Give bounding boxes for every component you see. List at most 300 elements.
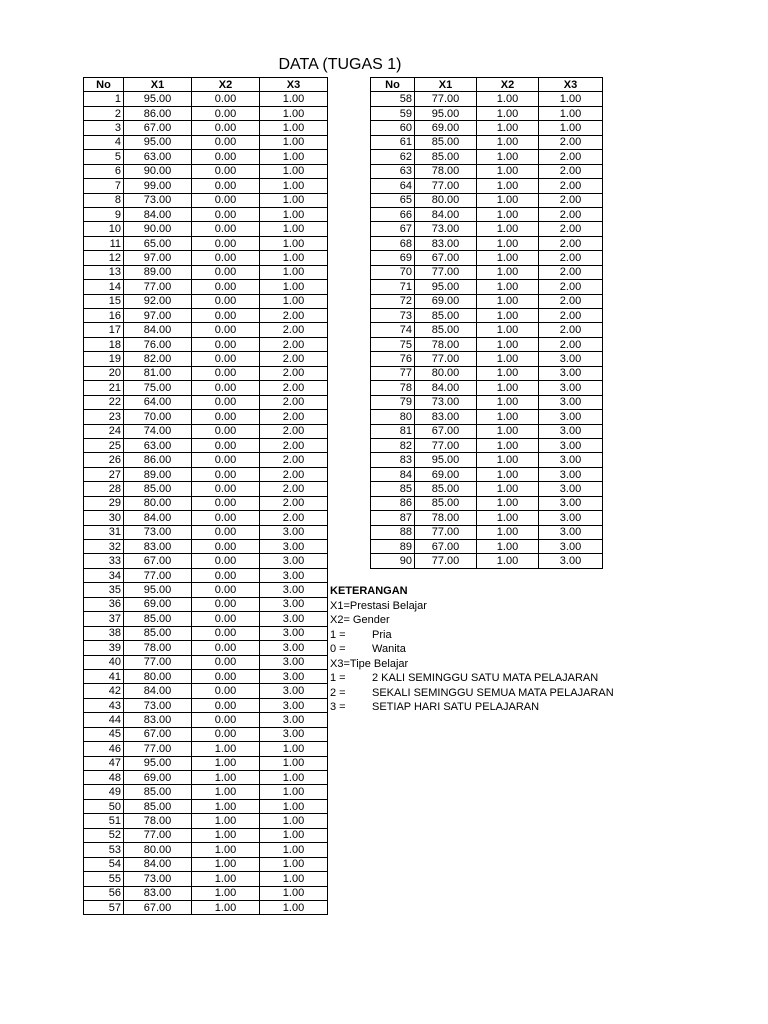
table-row [371, 106, 603, 120]
cell-x2: 1.00 [477, 164, 539, 178]
cell-x1: 97.00 [124, 251, 192, 265]
cell-no: 60 [371, 121, 415, 135]
cell-x2: 1.00 [477, 482, 539, 496]
cell-no: 5 [84, 150, 124, 164]
cell-x2: 0.00 [192, 251, 260, 265]
cell-x3: 1.00 [260, 265, 328, 279]
table-row [371, 525, 603, 539]
cell-x1: 69.00 [415, 121, 477, 135]
cell-x3: 1.00 [260, 785, 328, 799]
table-row [371, 540, 603, 554]
cell-x1: 76.00 [124, 337, 192, 351]
cell-no: 62 [371, 150, 415, 164]
cell-x2: 1.00 [477, 121, 539, 135]
cell-x1: 69.00 [124, 597, 192, 611]
cell-x3: 1.00 [260, 900, 328, 914]
cell-x2: 1.00 [192, 857, 260, 871]
cell-x3: 2.00 [539, 164, 603, 178]
table-row [371, 496, 603, 510]
cell-no: 44 [84, 713, 124, 727]
cell-no: 19 [84, 352, 124, 366]
cell-no: 13 [84, 265, 124, 279]
cell-x2: 1.00 [477, 395, 539, 409]
table-row [84, 799, 328, 813]
cell-x3: 2.00 [539, 337, 603, 351]
table-row [84, 337, 328, 351]
table-row [371, 179, 603, 193]
table-row [371, 207, 603, 221]
cell-x2: 0.00 [192, 352, 260, 366]
notes-gender-value: Pria [372, 628, 392, 641]
cell-x2: 0.00 [192, 583, 260, 597]
cell-x2: 0.00 [192, 323, 260, 337]
cell-x2: 0.00 [192, 381, 260, 395]
cell-x1: 95.00 [124, 756, 192, 770]
table-row [84, 713, 328, 727]
cell-no: 15 [84, 294, 124, 308]
cell-x2: 0.00 [192, 438, 260, 452]
cell-x3: 1.00 [260, 828, 328, 842]
cell-x3: 3.00 [260, 568, 328, 582]
cell-x1: 84.00 [124, 207, 192, 221]
cell-no: 37 [84, 612, 124, 626]
cell-x2: 1.00 [477, 265, 539, 279]
cell-x1: 81.00 [124, 366, 192, 380]
cell-no: 83 [371, 453, 415, 467]
cell-x1: 99.00 [124, 179, 192, 193]
cell-x2: 1.00 [192, 900, 260, 914]
cell-x3: 3.00 [260, 641, 328, 655]
table-row [84, 207, 328, 221]
cell-x2: 0.00 [192, 626, 260, 640]
table-row [371, 410, 603, 424]
cell-x2: 1.00 [477, 540, 539, 554]
notes-tipe-item [330, 700, 614, 715]
cell-x1: 77.00 [415, 525, 477, 539]
cell-no: 90 [371, 554, 415, 568]
cell-no: 45 [84, 727, 124, 741]
cell-x1: 67.00 [415, 251, 477, 265]
cell-x2: 0.00 [192, 309, 260, 323]
table-row [84, 597, 328, 611]
column-header-x3: X3 [539, 78, 603, 92]
cell-no: 22 [84, 395, 124, 409]
cell-no: 17 [84, 323, 124, 337]
cell-x1: 80.00 [124, 496, 192, 510]
cell-x3: 3.00 [539, 554, 603, 568]
cell-no: 6 [84, 164, 124, 178]
cell-x3: 2.00 [260, 496, 328, 510]
cell-no: 7 [84, 179, 124, 193]
table-row [371, 150, 603, 164]
cell-x1: 85.00 [415, 323, 477, 337]
cell-x3: 2.00 [539, 294, 603, 308]
cell-no: 25 [84, 438, 124, 452]
cell-x1: 77.00 [124, 568, 192, 582]
cell-x3: 3.00 [260, 727, 328, 741]
cell-x1: 85.00 [124, 612, 192, 626]
cell-x1: 77.00 [124, 655, 192, 669]
cell-x3: 2.00 [260, 395, 328, 409]
notes-heading: KETERANGAN [330, 585, 408, 597]
cell-x3: 3.00 [260, 698, 328, 712]
table-row [84, 900, 328, 914]
column-header-x1: X1 [415, 78, 477, 92]
notes-x1-definition: X1=Prestasi Belajar [330, 599, 427, 612]
cell-no: 81 [371, 424, 415, 438]
table-row [84, 265, 328, 279]
cell-x2: 1.00 [192, 828, 260, 842]
cell-x3: 2.00 [539, 309, 603, 323]
cell-x1: 83.00 [124, 540, 192, 554]
cell-no: 49 [84, 785, 124, 799]
cell-x1: 73.00 [124, 698, 192, 712]
table-row [84, 511, 328, 525]
cell-x2: 1.00 [477, 366, 539, 380]
cell-x3: 3.00 [539, 410, 603, 424]
cell-no: 11 [84, 236, 124, 250]
cell-no: 2 [84, 106, 124, 120]
table-row [84, 381, 328, 395]
cell-no: 50 [84, 799, 124, 813]
table-row [84, 641, 328, 655]
cell-x2: 1.00 [477, 207, 539, 221]
cell-no: 30 [84, 511, 124, 525]
column-header-x3: X3 [260, 78, 328, 92]
cell-no: 12 [84, 251, 124, 265]
cell-x3: 1.00 [260, 251, 328, 265]
cell-x3: 1.00 [260, 193, 328, 207]
cell-no: 35 [84, 583, 124, 597]
cell-x3: 3.00 [539, 381, 603, 395]
cell-x3: 3.00 [260, 583, 328, 597]
notes-gender-item [330, 642, 614, 657]
cell-no: 38 [84, 626, 124, 640]
notes-tipe-key: 2 = [330, 686, 346, 699]
cell-x2: 0.00 [192, 612, 260, 626]
cell-x1: 67.00 [415, 540, 477, 554]
cell-x3: 2.00 [539, 150, 603, 164]
table-row [84, 467, 328, 481]
cell-x2: 0.00 [192, 280, 260, 294]
cell-x2: 0.00 [192, 525, 260, 539]
notes-gender-item [330, 628, 614, 643]
column-header-no: No [84, 78, 124, 92]
cell-x2: 1.00 [477, 467, 539, 481]
table-row [84, 771, 328, 785]
cell-x3: 1.00 [539, 92, 603, 106]
table-row [84, 164, 328, 178]
cell-x3: 3.00 [260, 554, 328, 568]
cell-x1: 80.00 [124, 843, 192, 857]
cell-x3: 3.00 [539, 424, 603, 438]
cell-no: 40 [84, 655, 124, 669]
cell-no: 3 [84, 121, 124, 135]
cell-x3: 2.00 [539, 323, 603, 337]
cell-no: 73 [371, 309, 415, 323]
cell-x1: 82.00 [124, 352, 192, 366]
cell-x1: 77.00 [415, 554, 477, 568]
cell-x1: 64.00 [124, 395, 192, 409]
cell-no: 85 [371, 482, 415, 496]
cell-no: 1 [84, 92, 124, 106]
cell-x3: 2.00 [260, 323, 328, 337]
cell-no: 64 [371, 179, 415, 193]
table-row [371, 309, 603, 323]
cell-x1: 85.00 [415, 309, 477, 323]
cell-x1: 75.00 [124, 381, 192, 395]
cell-x1: 80.00 [415, 366, 477, 380]
table-row [84, 135, 328, 149]
cell-x1: 86.00 [124, 106, 192, 120]
cell-x1: 85.00 [415, 482, 477, 496]
cell-x3: 2.00 [539, 179, 603, 193]
table-row [371, 265, 603, 279]
cell-x2: 1.00 [477, 135, 539, 149]
cell-x2: 0.00 [192, 150, 260, 164]
table-row [84, 886, 328, 900]
cell-x3: 1.00 [260, 92, 328, 106]
cell-x3: 3.00 [260, 669, 328, 683]
cell-x2: 1.00 [477, 424, 539, 438]
table-row [84, 554, 328, 568]
cell-x1: 77.00 [124, 280, 192, 294]
cell-x2: 0.00 [192, 669, 260, 683]
cell-x1: 73.00 [415, 395, 477, 409]
cell-no: 69 [371, 251, 415, 265]
cell-no: 63 [371, 164, 415, 178]
cell-x2: 1.00 [192, 872, 260, 886]
cell-x2: 1.00 [192, 742, 260, 756]
cell-x2: 1.00 [477, 179, 539, 193]
cell-x2: 1.00 [477, 453, 539, 467]
cell-x3: 2.00 [260, 366, 328, 380]
cell-x1: 95.00 [415, 453, 477, 467]
cell-x3: 1.00 [260, 294, 328, 308]
cell-no: 56 [84, 886, 124, 900]
cell-no: 65 [371, 193, 415, 207]
table-row [371, 280, 603, 294]
notes-tipe-key: 3 = [330, 701, 346, 713]
cell-no: 46 [84, 742, 124, 756]
cell-x2: 0.00 [192, 106, 260, 120]
data-table-left [83, 77, 328, 915]
cell-no: 32 [84, 540, 124, 554]
cell-no: 80 [371, 410, 415, 424]
cell-x2: 1.00 [192, 785, 260, 799]
cell-x2: 1.00 [477, 193, 539, 207]
cell-x3: 1.00 [260, 164, 328, 178]
cell-x2: 0.00 [192, 467, 260, 481]
cell-x3: 3.00 [539, 395, 603, 409]
notes-gender-key: 1 = [330, 628, 346, 641]
cell-x1: 85.00 [415, 135, 477, 149]
table-header-row [371, 78, 603, 92]
cell-x2: 1.00 [477, 337, 539, 351]
cell-x3: 2.00 [260, 381, 328, 395]
table-row [84, 410, 328, 424]
notes-tipe-item [330, 686, 614, 701]
table-row [371, 337, 603, 351]
cell-x1: 86.00 [124, 453, 192, 467]
table-row [84, 395, 328, 409]
table-row [84, 684, 328, 698]
table-row [371, 251, 603, 265]
cell-x1: 85.00 [415, 496, 477, 510]
table-row [371, 92, 603, 106]
table-row [84, 828, 328, 842]
cell-x2: 1.00 [477, 280, 539, 294]
cell-x1: 77.00 [415, 352, 477, 366]
cell-x2: 1.00 [477, 150, 539, 164]
cell-x1: 77.00 [415, 438, 477, 452]
cell-x2: 1.00 [192, 886, 260, 900]
cell-x1: 85.00 [124, 799, 192, 813]
cell-x1: 77.00 [124, 742, 192, 756]
cell-x2: 1.00 [477, 352, 539, 366]
cell-x3: 1.00 [260, 857, 328, 871]
table-row [84, 655, 328, 669]
column-header-x1: X1 [124, 78, 192, 92]
cell-no: 39 [84, 641, 124, 655]
table-body-right [371, 92, 603, 568]
cell-x3: 2.00 [539, 280, 603, 294]
cell-x2: 1.00 [477, 222, 539, 236]
cell-x3: 1.00 [260, 771, 328, 785]
cell-no: 55 [84, 872, 124, 886]
notes-gender-key: 0 = [330, 643, 346, 655]
cell-x3: 2.00 [260, 511, 328, 525]
cell-x2: 0.00 [192, 366, 260, 380]
cell-x1: 67.00 [124, 554, 192, 568]
cell-x3: 1.00 [260, 280, 328, 294]
cell-x3: 1.00 [539, 121, 603, 135]
cell-x2: 0.00 [192, 568, 260, 582]
cell-x1: 83.00 [415, 236, 477, 250]
cell-x3: 2.00 [539, 265, 603, 279]
table-row [84, 583, 328, 597]
cell-x3: 1.00 [260, 222, 328, 236]
cell-x1: 83.00 [415, 410, 477, 424]
cell-x1: 78.00 [415, 511, 477, 525]
cell-x1: 89.00 [124, 265, 192, 279]
cell-x2: 1.00 [477, 236, 539, 250]
cell-no: 82 [371, 438, 415, 452]
cell-no: 84 [371, 467, 415, 481]
cell-x3: 1.00 [260, 150, 328, 164]
cell-x1: 83.00 [124, 713, 192, 727]
cell-x1: 77.00 [415, 265, 477, 279]
cell-x2: 0.00 [192, 135, 260, 149]
table-row [84, 857, 328, 871]
cell-x3: 3.00 [539, 525, 603, 539]
table-row [84, 540, 328, 554]
cell-x2: 0.00 [192, 236, 260, 250]
keterangan-notes [330, 584, 614, 715]
table-row [84, 179, 328, 193]
cell-x1: 80.00 [415, 193, 477, 207]
cell-x3: 3.00 [539, 496, 603, 510]
cell-x2: 0.00 [192, 727, 260, 741]
cell-x2: 1.00 [477, 525, 539, 539]
cell-x1: 84.00 [124, 684, 192, 698]
cell-x3: 3.00 [539, 511, 603, 525]
cell-x3: 2.00 [260, 467, 328, 481]
cell-no: 52 [84, 828, 124, 842]
cell-x1: 69.00 [124, 771, 192, 785]
cell-x1: 97.00 [124, 309, 192, 323]
table-row [371, 467, 603, 481]
cell-x2: 0.00 [192, 222, 260, 236]
cell-x3: 2.00 [260, 482, 328, 496]
cell-x3: 1.00 [260, 872, 328, 886]
cell-no: 57 [84, 900, 124, 914]
cell-x3: 3.00 [260, 626, 328, 640]
cell-no: 24 [84, 424, 124, 438]
cell-no: 88 [371, 525, 415, 539]
cell-x1: 85.00 [124, 482, 192, 496]
cell-x2: 1.00 [477, 309, 539, 323]
table-row [371, 323, 603, 337]
cell-x3: 3.00 [539, 467, 603, 481]
cell-x1: 67.00 [415, 424, 477, 438]
cell-no: 77 [371, 366, 415, 380]
cell-x2: 0.00 [192, 179, 260, 193]
cell-x3: 1.00 [260, 135, 328, 149]
table-row [84, 814, 328, 828]
table-row [84, 525, 328, 539]
cell-no: 16 [84, 309, 124, 323]
cell-no: 61 [371, 135, 415, 149]
cell-x3: 3.00 [260, 655, 328, 669]
table-body-left [84, 92, 328, 915]
notes-tipe-item [330, 671, 614, 686]
cell-x3: 1.00 [260, 179, 328, 193]
cell-no: 4 [84, 135, 124, 149]
cell-x1: 78.00 [415, 164, 477, 178]
cell-x3: 3.00 [260, 713, 328, 727]
cell-x3: 3.00 [539, 453, 603, 467]
cell-no: 72 [371, 294, 415, 308]
cell-x2: 1.00 [477, 496, 539, 510]
cell-x3: 1.00 [260, 814, 328, 828]
cell-no: 76 [371, 352, 415, 366]
table-row [371, 366, 603, 380]
cell-x1: 83.00 [124, 886, 192, 900]
cell-x1: 73.00 [124, 872, 192, 886]
cell-no: 51 [84, 814, 124, 828]
cell-no: 47 [84, 756, 124, 770]
table-row [371, 511, 603, 525]
cell-x2: 0.00 [192, 641, 260, 655]
cell-no: 86 [371, 496, 415, 510]
cell-x1: 90.00 [124, 164, 192, 178]
table-row [84, 843, 328, 857]
cell-x3: 1.00 [260, 121, 328, 135]
cell-x3: 2.00 [539, 135, 603, 149]
cell-no: 68 [371, 236, 415, 250]
cell-x2: 1.00 [477, 106, 539, 120]
table-row [371, 453, 603, 467]
cell-x1: 63.00 [124, 438, 192, 452]
table-row [371, 294, 603, 308]
cell-x2: 1.00 [477, 511, 539, 525]
cell-no: 78 [371, 381, 415, 395]
table-row [84, 482, 328, 496]
cell-x1: 89.00 [124, 467, 192, 481]
cell-x2: 1.00 [477, 92, 539, 106]
cell-x3: 3.00 [539, 352, 603, 366]
